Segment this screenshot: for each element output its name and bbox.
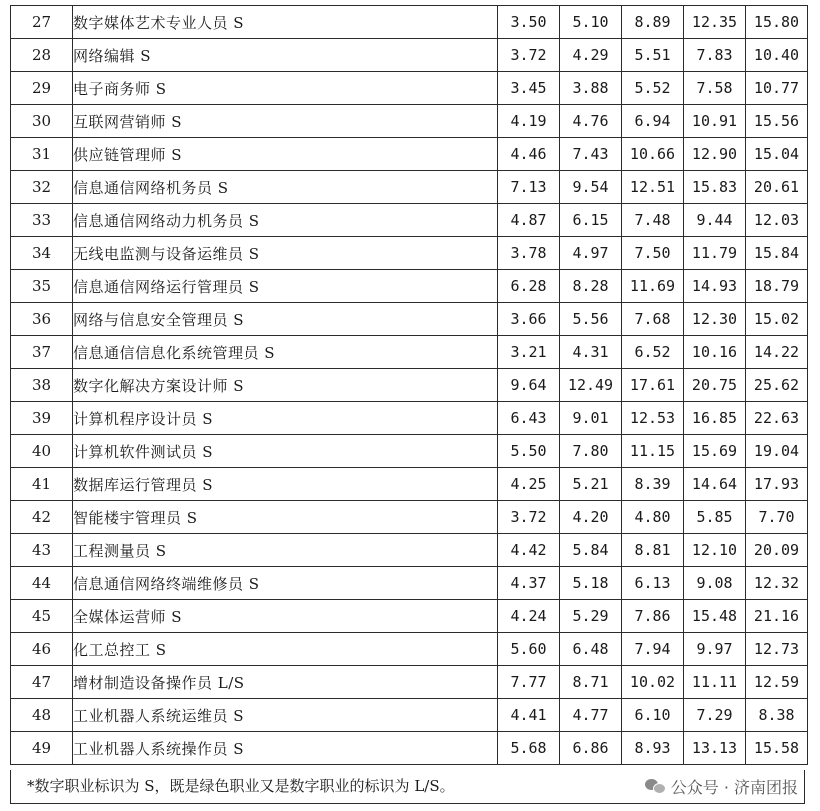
- row-number: 27: [11, 6, 73, 39]
- table-row: [11, 105, 808, 138]
- wage-value: 5.51: [622, 39, 684, 72]
- wage-value: 6.86: [560, 732, 622, 765]
- wage-value: 7.58: [684, 72, 746, 105]
- wage-value: 5.85: [684, 501, 746, 534]
- wage-value: 9.08: [684, 567, 746, 600]
- wage-value: 17.93: [746, 468, 808, 501]
- wage-value: 15.69: [684, 435, 746, 468]
- wage-value: 21.16: [746, 600, 808, 633]
- row-number: 38: [11, 369, 73, 402]
- watermark: [645, 768, 798, 804]
- wage-value: 8.71: [560, 666, 622, 699]
- wage-value: 5.84: [560, 534, 622, 567]
- wage-value: 8.38: [746, 699, 808, 732]
- wage-value: 7.13: [498, 171, 560, 204]
- watermark-text: 公众号 · 济南团报: [670, 777, 798, 797]
- wage-value: 4.19: [498, 105, 560, 138]
- wage-value: 9.97: [684, 633, 746, 666]
- wage-value: 9.64: [498, 369, 560, 402]
- wage-value: 25.62: [746, 369, 808, 402]
- row-number: 36: [11, 303, 73, 336]
- occupation-name: 信息通信网络运行管理员 S: [73, 270, 498, 303]
- wage-value: 12.32: [746, 567, 808, 600]
- table-row: [11, 171, 808, 204]
- table-row: [11, 204, 808, 237]
- wage-value: 12.59: [746, 666, 808, 699]
- wage-value: 11.11: [684, 666, 746, 699]
- occupation-name: 数字媒体艺术专业人员 S: [73, 6, 498, 39]
- wage-value: 7.86: [622, 600, 684, 633]
- row-number: 44: [11, 567, 73, 600]
- wage-value: 16.85: [684, 402, 746, 435]
- wage-value: 6.28: [498, 270, 560, 303]
- table-row: [11, 633, 808, 666]
- table-row: [11, 72, 808, 105]
- wage-value: 6.52: [622, 336, 684, 369]
- occupation-name: 无线电监测与设备运维员 S: [73, 237, 498, 270]
- wage-value: 15.58: [746, 732, 808, 765]
- wage-value: 9.44: [684, 204, 746, 237]
- occupation-name: 化工总控工 S: [73, 633, 498, 666]
- table-row: [11, 369, 808, 402]
- table-row: [11, 732, 808, 765]
- occupation-name: 信息通信网络机务员 S: [73, 171, 498, 204]
- occupation-name: 网络编辑 S: [73, 39, 498, 72]
- wage-value: 10.77: [746, 72, 808, 105]
- wage-value: 15.48: [684, 600, 746, 633]
- table-row: [11, 666, 808, 699]
- wage-value: 7.68: [622, 303, 684, 336]
- occupation-name: 工业机器人系统操作员 S: [73, 732, 498, 765]
- wage-value: 5.29: [560, 600, 622, 633]
- wage-value: 10.02: [622, 666, 684, 699]
- wage-value: 5.21: [560, 468, 622, 501]
- wage-value: 12.10: [684, 534, 746, 567]
- wage-value: 9.01: [560, 402, 622, 435]
- table-row: [11, 567, 808, 600]
- wage-value: 3.72: [498, 501, 560, 534]
- wage-value: 13.13: [684, 732, 746, 765]
- occupation-name: 信息通信网络终端维修员 S: [73, 567, 498, 600]
- occupation-name: 电子商务师 S: [73, 72, 498, 105]
- wage-value: 15.56: [746, 105, 808, 138]
- wage-value: 12.35: [684, 6, 746, 39]
- wage-value: 4.46: [498, 138, 560, 171]
- row-number: 34: [11, 237, 73, 270]
- wage-value: 4.29: [560, 39, 622, 72]
- wage-value: 8.39: [622, 468, 684, 501]
- wage-value: 20.09: [746, 534, 808, 567]
- row-number: 29: [11, 72, 73, 105]
- wage-value: 4.41: [498, 699, 560, 732]
- row-number: 48: [11, 699, 73, 732]
- wage-value: 5.52: [622, 72, 684, 105]
- wage-value: 3.78: [498, 237, 560, 270]
- table-row: [11, 303, 808, 336]
- row-number: 41: [11, 468, 73, 501]
- wage-value: 5.60: [498, 633, 560, 666]
- wage-value: 3.88: [560, 72, 622, 105]
- occupation-name: 数据库运行管理员 S: [73, 468, 498, 501]
- wage-value: 9.54: [560, 171, 622, 204]
- occupation-name: 智能楼宇管理员 S: [73, 501, 498, 534]
- wage-value: 5.10: [560, 6, 622, 39]
- wage-value: 4.97: [560, 237, 622, 270]
- occupation-name: 网络与信息安全管理员 S: [73, 303, 498, 336]
- row-number: 45: [11, 600, 73, 633]
- row-number: 31: [11, 138, 73, 171]
- occupation-name: 计算机程序设计员 S: [73, 402, 498, 435]
- row-number: 33: [11, 204, 73, 237]
- occupation-name: 信息通信信息化系统管理员 S: [73, 336, 498, 369]
- wage-value: 20.75: [684, 369, 746, 402]
- table-row: [11, 435, 808, 468]
- wage-value: 12.53: [622, 402, 684, 435]
- wage-value: 6.10: [622, 699, 684, 732]
- wage-value: 3.50: [498, 6, 560, 39]
- table-body: [11, 6, 808, 765]
- table-row: [11, 402, 808, 435]
- wage-value: 7.70: [746, 501, 808, 534]
- wage-table: [10, 5, 808, 765]
- wage-value: 3.21: [498, 336, 560, 369]
- wage-value: 4.25: [498, 468, 560, 501]
- wage-value: 4.80: [622, 501, 684, 534]
- footnote: *数字职业标识为 S，既是绿色职业又是数字职业的标识为 L/S。: [10, 770, 805, 804]
- occupation-name: 增材制造设备操作员 L/S: [73, 666, 498, 699]
- wage-value: 3.72: [498, 39, 560, 72]
- wage-value: 7.80: [560, 435, 622, 468]
- wage-value: 12.90: [684, 138, 746, 171]
- wage-value: 4.77: [560, 699, 622, 732]
- wage-value: 7.83: [684, 39, 746, 72]
- wage-value: 5.18: [560, 567, 622, 600]
- row-number: 30: [11, 105, 73, 138]
- wage-value: 4.76: [560, 105, 622, 138]
- row-number: 47: [11, 666, 73, 699]
- occupation-name: 信息通信网络动力机务员 S: [73, 204, 498, 237]
- wage-value: 3.45: [498, 72, 560, 105]
- wage-value: 10.16: [684, 336, 746, 369]
- occupation-name: 供应链管理师 S: [73, 138, 498, 171]
- wage-value: 14.64: [684, 468, 746, 501]
- table-row: [11, 237, 808, 270]
- occupation-name: 全媒体运营师 S: [73, 600, 498, 633]
- table-row: [11, 336, 808, 369]
- wage-value: 4.31: [560, 336, 622, 369]
- wage-value: 4.24: [498, 600, 560, 633]
- wage-value: 4.87: [498, 204, 560, 237]
- table-row: [11, 600, 808, 633]
- wage-value: 14.93: [684, 270, 746, 303]
- wage-value: 10.91: [684, 105, 746, 138]
- wage-value: 15.80: [746, 6, 808, 39]
- wage-value: 10.40: [746, 39, 808, 72]
- wage-value: 20.61: [746, 171, 808, 204]
- wage-value: 7.94: [622, 633, 684, 666]
- wage-value: 4.37: [498, 567, 560, 600]
- row-number: 35: [11, 270, 73, 303]
- wage-value: 19.04: [746, 435, 808, 468]
- wage-value: 6.48: [560, 633, 622, 666]
- row-number: 49: [11, 732, 73, 765]
- wage-value: 18.79: [746, 270, 808, 303]
- table-row: [11, 534, 808, 567]
- wage-value: 17.61: [622, 369, 684, 402]
- wage-value: 5.56: [560, 303, 622, 336]
- row-number: 39: [11, 402, 73, 435]
- wage-value: 8.93: [622, 732, 684, 765]
- wage-value: 12.49: [560, 369, 622, 402]
- row-number: 43: [11, 534, 73, 567]
- wage-value: 7.50: [622, 237, 684, 270]
- occupation-name: 数字化解决方案设计师 S: [73, 369, 498, 402]
- wage-value: 8.89: [622, 6, 684, 39]
- wage-value: 15.83: [684, 171, 746, 204]
- wage-value: 6.15: [560, 204, 622, 237]
- wage-value: 6.13: [622, 567, 684, 600]
- wage-value: 7.77: [498, 666, 560, 699]
- wage-value: 8.28: [560, 270, 622, 303]
- table-row: [11, 138, 808, 171]
- wage-value: 7.43: [560, 138, 622, 171]
- wage-value: 15.84: [746, 237, 808, 270]
- table-row: [11, 6, 808, 39]
- wage-value: 11.79: [684, 237, 746, 270]
- occupation-name: 工程测量员 S: [73, 534, 498, 567]
- wage-value: 6.94: [622, 105, 684, 138]
- row-number: 28: [11, 39, 73, 72]
- wage-value: 3.66: [498, 303, 560, 336]
- row-number: 42: [11, 501, 73, 534]
- wage-value: 14.22: [746, 336, 808, 369]
- row-number: 40: [11, 435, 73, 468]
- wage-value: 4.42: [498, 534, 560, 567]
- wage-value: 5.68: [498, 732, 560, 765]
- occupation-name: 计算机软件测试员 S: [73, 435, 498, 468]
- wage-value: 12.30: [684, 303, 746, 336]
- wage-value: 7.29: [684, 699, 746, 732]
- wage-value: 8.81: [622, 534, 684, 567]
- wage-value: 11.69: [622, 270, 684, 303]
- wage-value: 4.20: [560, 501, 622, 534]
- wage-value: 12.51: [622, 171, 684, 204]
- table-row: [11, 270, 808, 303]
- row-number: 46: [11, 633, 73, 666]
- table-row: [11, 699, 808, 732]
- wage-value: 5.50: [498, 435, 560, 468]
- table-row: [11, 39, 808, 72]
- wage-value: 12.03: [746, 204, 808, 237]
- wage-value: 10.66: [622, 138, 684, 171]
- wage-value: 7.48: [622, 204, 684, 237]
- wage-value: 11.15: [622, 435, 684, 468]
- table-row: [11, 468, 808, 501]
- wage-value: 22.63: [746, 402, 808, 435]
- wage-value: 6.43: [498, 402, 560, 435]
- wage-value: 15.02: [746, 303, 808, 336]
- table-row: [11, 501, 808, 534]
- occupation-name: 工业机器人系统运维员 S: [73, 699, 498, 732]
- row-number: 37: [11, 336, 73, 369]
- occupation-name: 互联网营销师 S: [73, 105, 498, 138]
- wechat-icon: [645, 778, 665, 794]
- wage-value: 15.04: [746, 138, 808, 171]
- row-number: 32: [11, 171, 73, 204]
- wage-value: 12.73: [746, 633, 808, 666]
